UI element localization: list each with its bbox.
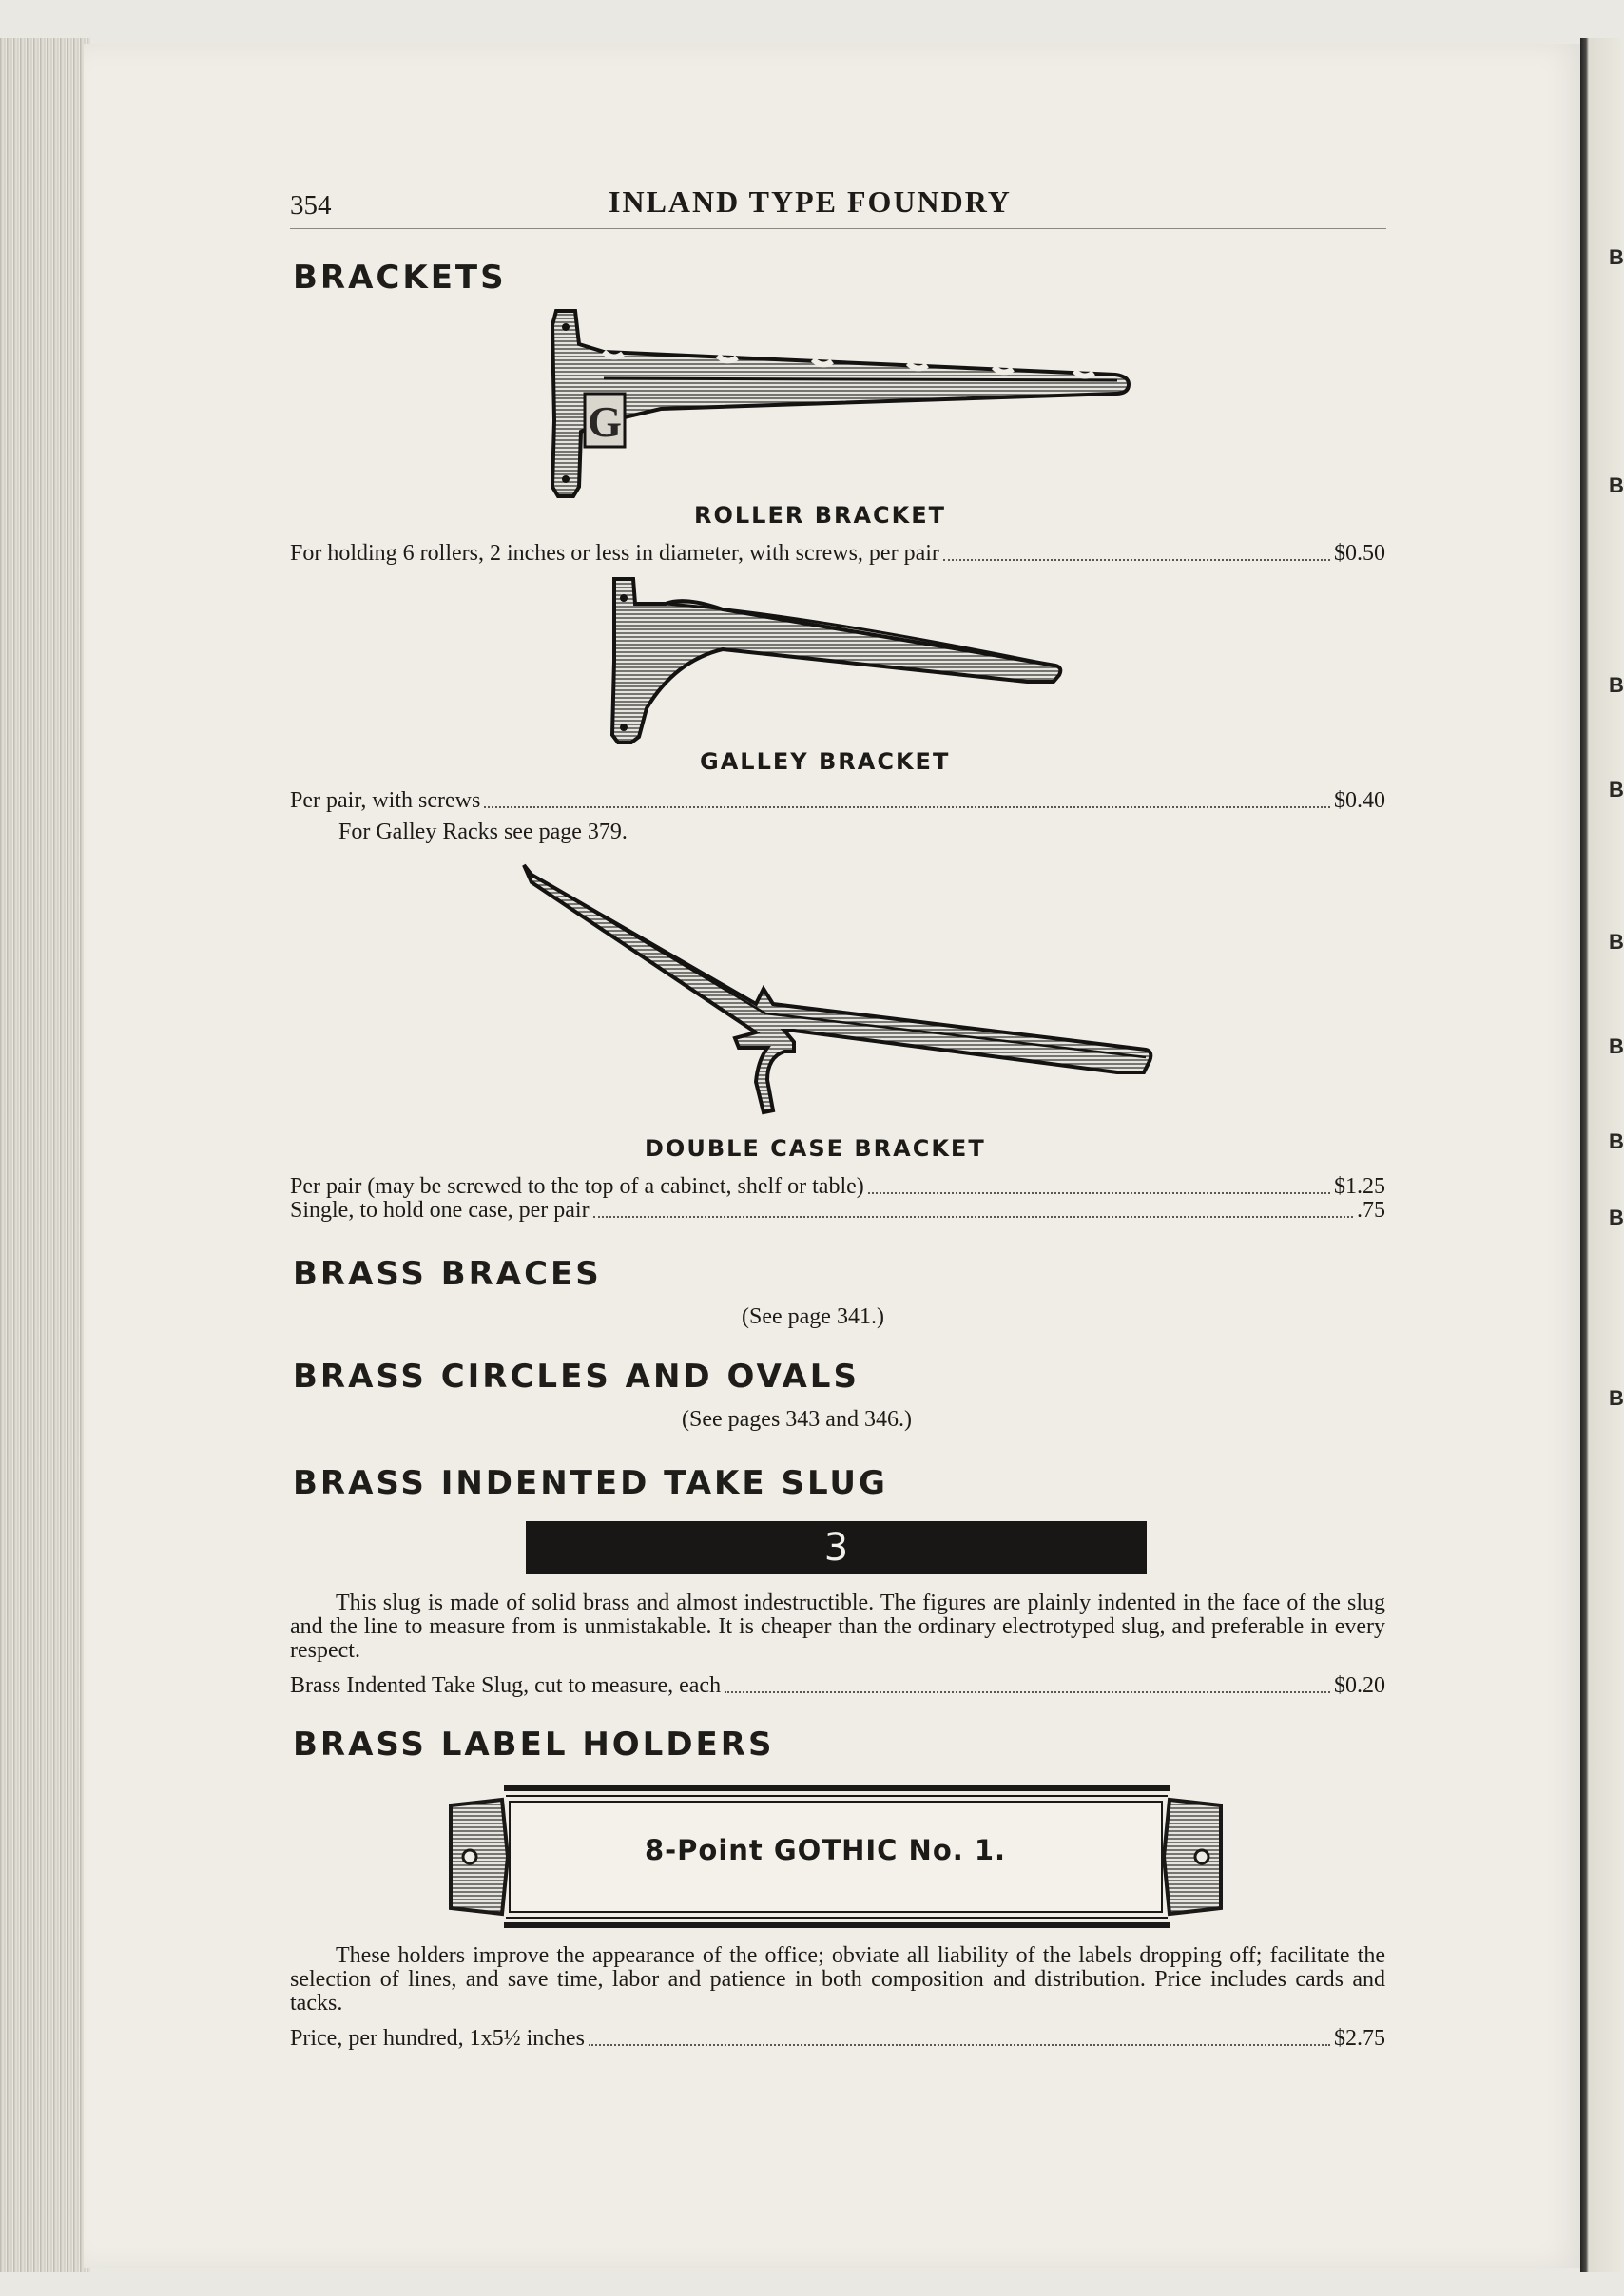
item-description: For holding 6 rollers, 2 inches or less in diameter, with screws, per pair — [290, 541, 939, 566]
item-description: Price, per hundred, 1x5½ inches — [290, 2026, 585, 2051]
paragraph-text: This slug is made of solid brass and almost indestructible. The figures are plainly indented in the face of the slug and the line to measure from is unmistakable. It is cheaper than the ordinary electrotyped slug, and preferable in every respect. — [290, 1591, 1385, 1663]
roller-bracket-caption: ROLLER BRACKET — [694, 502, 947, 529]
section-heading-brass-circles: BRASS CIRCLES AND OVALS — [293, 1358, 860, 1396]
item-description: Brass Indented Take Slug, cut to measure, each — [290, 1673, 722, 1698]
roller-bracket-illustration — [547, 306, 1146, 501]
section-heading-brackets: BRACKETS — [293, 259, 507, 297]
facing-page-fragment: B — [1609, 1034, 1624, 1058]
svg-text:G: G — [588, 397, 622, 446]
header-rule — [290, 228, 1386, 229]
label-card-text: 8-Point GOTHIC No. 1. — [644, 1834, 1007, 1866]
label-holders-price-line — [290, 2023, 1385, 2052]
facing-page-fragment: B — [1609, 673, 1624, 697]
galley-racks-note: For Galley Racks see page 379. — [338, 820, 628, 844]
facing-page-edge — [1580, 38, 1624, 2272]
facing-page-fragment: B — [1609, 245, 1624, 269]
item-description: Per pair (may be screwed to the top of a cabinet, shelf or table) — [290, 1174, 864, 1199]
brass-circles-note: (See pages 343 and 346.) — [682, 1407, 912, 1432]
label-holders-paragraph — [290, 1944, 1385, 2016]
section-heading-label-holders: BRASS LABEL HOLDERS — [293, 1726, 775, 1764]
facing-page-fragment: B — [1609, 1129, 1624, 1153]
section-heading-brass-braces: BRASS BRACES — [293, 1255, 602, 1293]
dot-leader — [484, 806, 1330, 808]
label-holder-illustration — [447, 1781, 1225, 1933]
section-heading-take-slug: BRASS INDENTED TAKE SLUG — [293, 1464, 888, 1502]
galley-bracket-illustration — [609, 575, 1065, 746]
slug-figure: 3 — [823, 1526, 849, 1570]
double-case-bracket-caption: DOUBLE CASE BRACKET — [645, 1135, 986, 1162]
take-slug-paragraph — [290, 1592, 1385, 1663]
page-number: 354 — [290, 190, 332, 221]
galley-bracket-price-line — [290, 785, 1385, 814]
running-head: INLAND TYPE FOUNDRY — [609, 184, 1012, 219]
brass-braces-note: (See page 341.) — [742, 1304, 884, 1329]
facing-page-fragment: B — [1609, 1206, 1624, 1229]
item-price: $0.50 — [1334, 541, 1385, 566]
item-description: Per pair, with screws — [290, 788, 481, 813]
page-edges — [0, 38, 90, 2272]
facing-page-fragment: B — [1609, 1386, 1624, 1410]
dot-leader — [725, 1691, 1330, 1693]
item-price: $1.25 — [1334, 1174, 1385, 1199]
double-case-bracket-illustration — [518, 861, 1155, 1118]
take-slug-illustration — [526, 1521, 1147, 1574]
facing-page-fragment: B — [1609, 930, 1624, 954]
dot-leader — [868, 1192, 1330, 1194]
facing-page-fragment: B — [1609, 778, 1624, 801]
item-price: $0.20 — [1334, 1673, 1385, 1698]
dot-leader — [943, 559, 1330, 561]
take-slug-price-line — [290, 1670, 1385, 1699]
item-price: .75 — [1357, 1198, 1385, 1223]
item-price: $0.40 — [1334, 788, 1385, 813]
item-description: Single, to hold one case, per pair — [290, 1198, 590, 1223]
paragraph-text: These holders improve the appearance of the office; obviate all liability of the labels dropping off; facilitate the selection of lines, and save time, labor and patience in both composition and distribution. Price includes cards and tacks. — [290, 1943, 1385, 2016]
roller-bracket-price-line — [290, 538, 1385, 567]
item-price: $2.75 — [1334, 2026, 1385, 2051]
dot-leader — [593, 1216, 1353, 1218]
galley-bracket-caption: GALLEY BRACKET — [700, 748, 951, 775]
facing-page-fragment: B — [1609, 473, 1624, 497]
dot-leader — [589, 2044, 1330, 2046]
double-case-price-line-single — [290, 1195, 1385, 1224]
